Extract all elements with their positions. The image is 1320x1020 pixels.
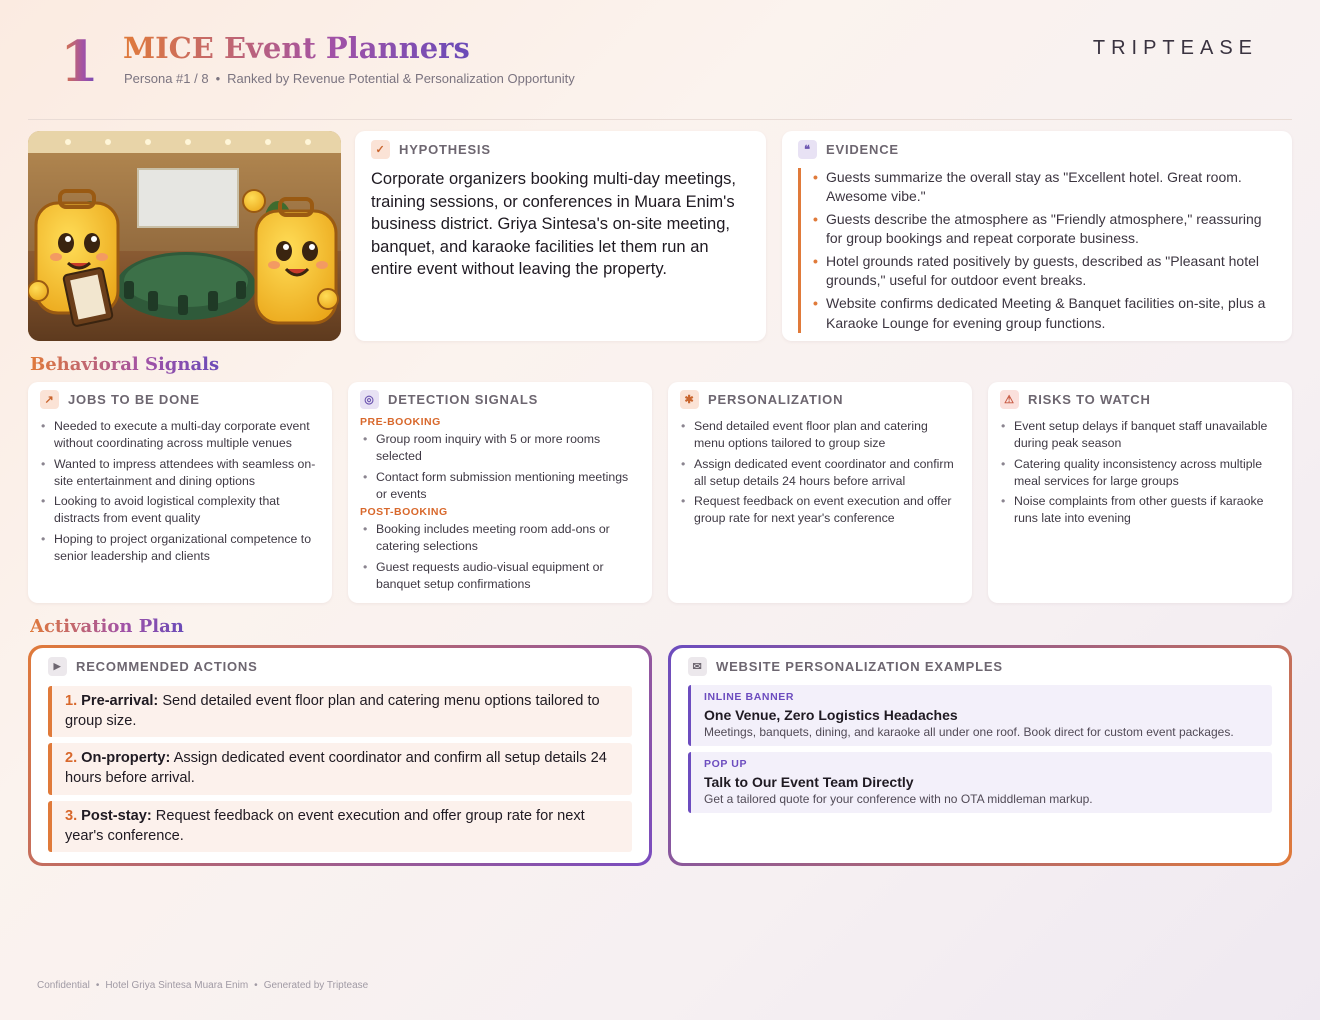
action-item [48, 801, 632, 852]
arrow-up-right-icon: ↗ [40, 390, 59, 409]
header-divider [28, 119, 1292, 120]
detection-heading: DETECTION SIGNALS [388, 392, 539, 407]
list-item: • Catering quality inconsistency across multiple meal services for large groups [1000, 456, 1280, 490]
hypothesis-card [355, 131, 766, 341]
risks-card [988, 382, 1292, 603]
page-title: MICE Event Planners [123, 31, 470, 65]
pre-booking-label: PRE-BOOKING [360, 416, 441, 428]
list-item: • Website confirms dedicated Meeting & Banquet facilities on-site, plus a Karaoke Lounge for evening group functions. [813, 294, 1276, 333]
hero-illustration [28, 131, 341, 341]
post-booking-label: POST-BOOKING [360, 506, 448, 518]
list-item: • Contact form submission mentioning meetings or events [362, 469, 640, 503]
persona-index: Persona #1 / 8 [124, 71, 209, 86]
list-item: • Hotel grounds rated positively by guests, described as "Pleasant hotel grounds," useful for outdoor event breaks. [813, 252, 1276, 291]
recommended-actions-card [28, 645, 652, 866]
jobs-heading: JOBS TO BE DONE [68, 392, 200, 407]
example-title: Talk to Our Event Team Directly [704, 774, 914, 790]
list-item: • Event setup delays if banquet staff unavailable during peak season [1000, 418, 1280, 452]
action-text: Send detailed event floor plan and catering menu options tailored to group size. [65, 693, 600, 729]
list-item: • Guest requests audio-visual equipment or banquet setup confirmations [362, 559, 640, 593]
activation-plan-title: Activation Plan [30, 616, 184, 637]
action-item [48, 743, 632, 794]
mail-icon: ✉ [688, 657, 707, 676]
list-item: • Send detailed event floor plan and catering menu options tailored to group size [680, 418, 960, 452]
jobs-list [40, 418, 320, 565]
website-examples-card [668, 645, 1292, 866]
mascot-left [28, 191, 118, 327]
example-pop-up [688, 752, 1272, 813]
list-item: • Noise complaints from other guests if karaoke runs late into evening [1000, 493, 1280, 527]
list-item: • Hoping to project organizational competence to senior leadership and clients [40, 531, 320, 565]
list-item: • Wanted to impress attendees with seamless on-site entertainment and dining options [40, 456, 320, 490]
page-subtitle: Persona #1 / 8 • Ranked by Revenue Potential & Personalization Opportunity [124, 71, 575, 86]
example-title: One Venue, Zero Logistics Headaches [704, 707, 958, 723]
list-item: • Guests summarize the overall stay as "Excellent hotel. Great room. Awesome vibe." [813, 168, 1276, 207]
risks-list [1000, 418, 1280, 527]
list-item: • Booking includes meeting room add-ons or catering selections [362, 521, 640, 555]
action-label: On-property: [81, 750, 171, 767]
footer: Confidential • Hotel Griya Sintesa Muara Enim • Generated by Triptease [37, 980, 369, 991]
example-desc: Get a tailored quote for your conference with no OTA middleman markup. [704, 792, 1093, 806]
example-kind: POP UP [704, 758, 748, 770]
action-text: Assign dedicated event coordinator and confirm all setup details 24 hours before arrival. [65, 750, 607, 787]
list-item: • Group room inquiry with 5 or more rooms selected [362, 431, 640, 465]
action-number: 1. [65, 693, 78, 709]
actions-header [48, 657, 632, 676]
hypothesis-heading: HYPOTHESIS [399, 142, 491, 157]
detection-card [348, 382, 652, 603]
quote-icon: ❝ [798, 140, 817, 159]
list-item: • Needed to execute a multi-day corporate event without coordinating across multiple venues [40, 418, 320, 452]
action-label: Post-stay: [81, 807, 152, 824]
personalization-card [668, 382, 972, 603]
detection-header [360, 390, 640, 409]
evidence-heading: EVIDENCE [826, 142, 899, 157]
examples-heading: WEBSITE PERSONALIZATION EXAMPLES [716, 659, 1003, 674]
action-text: Request feedback on event execution and offer group rate for next year's conference. [65, 807, 585, 844]
sparkle-icon: ✱ [680, 390, 699, 409]
jobs-card [28, 382, 332, 603]
list-item: • Request feedback on event execution and offer group rate for next year's conference [680, 493, 960, 527]
post-booking-list [360, 521, 640, 593]
example-inline-banner [688, 685, 1272, 746]
examples-header [688, 657, 1272, 676]
example-kind: INLINE BANNER [704, 691, 795, 703]
personalization-header [680, 390, 960, 409]
check-icon: ✓ [371, 140, 390, 159]
target-icon: ◎ [360, 390, 379, 409]
list-item: • Looking to avoid logistical complexity that distracts from event quality [40, 493, 320, 527]
hypothesis-text: Corporate organizers booking multi-day meetings, training sessions, or conferences in Muara Enim's business district. Griya Sintesa's on-site meeting, banquet, and karaoke facilities let them run an entire event without leaving the property. [371, 170, 737, 279]
footer-hotel: Hotel Griya Sintesa Muara Enim [105, 980, 249, 991]
personalization-heading: PERSONALIZATION [708, 392, 844, 407]
action-label: Pre-arrival: [81, 693, 159, 709]
evidence-card [782, 131, 1292, 341]
play-icon: ▶ [48, 657, 67, 676]
personalization-list [680, 418, 960, 527]
action-item [48, 686, 632, 737]
example-desc: Meetings, banquets, dining, and karaoke all under one roof. Book direct for custom event packages. [704, 725, 1234, 739]
risks-heading: RISKS TO WATCH [1028, 392, 1151, 407]
hypothesis-header [371, 140, 750, 159]
list-item: • Assign dedicated event coordinator and confirm all setup details 24 hours before arrival [680, 456, 960, 490]
pre-booking-list [360, 431, 640, 503]
behavioral-signals-title: Behavioral Signals [30, 354, 220, 375]
evidence-header [798, 140, 1276, 159]
jobs-header [40, 390, 320, 409]
risks-header [1000, 390, 1280, 409]
persona-rank: 1 [60, 29, 99, 95]
footer-generated: Generated by Triptease [263, 980, 369, 991]
footer-confidential: Confidential [37, 980, 90, 991]
ranking-note: Ranked by Revenue Potential & Personalization Opportunity [227, 71, 575, 86]
action-number: 2. [65, 750, 78, 767]
action-number: 3. [65, 807, 78, 824]
evidence-list [798, 168, 1276, 333]
brand-logo: TRIPTEASE [1092, 37, 1258, 59]
list-item: • Guests describe the atmosphere as "Friendly atmosphere," reassuring for group bookings and repeat corporate business. [813, 210, 1276, 249]
actions-heading: RECOMMENDED ACTIONS [76, 659, 258, 674]
warning-icon: ⚠ [1000, 390, 1019, 409]
